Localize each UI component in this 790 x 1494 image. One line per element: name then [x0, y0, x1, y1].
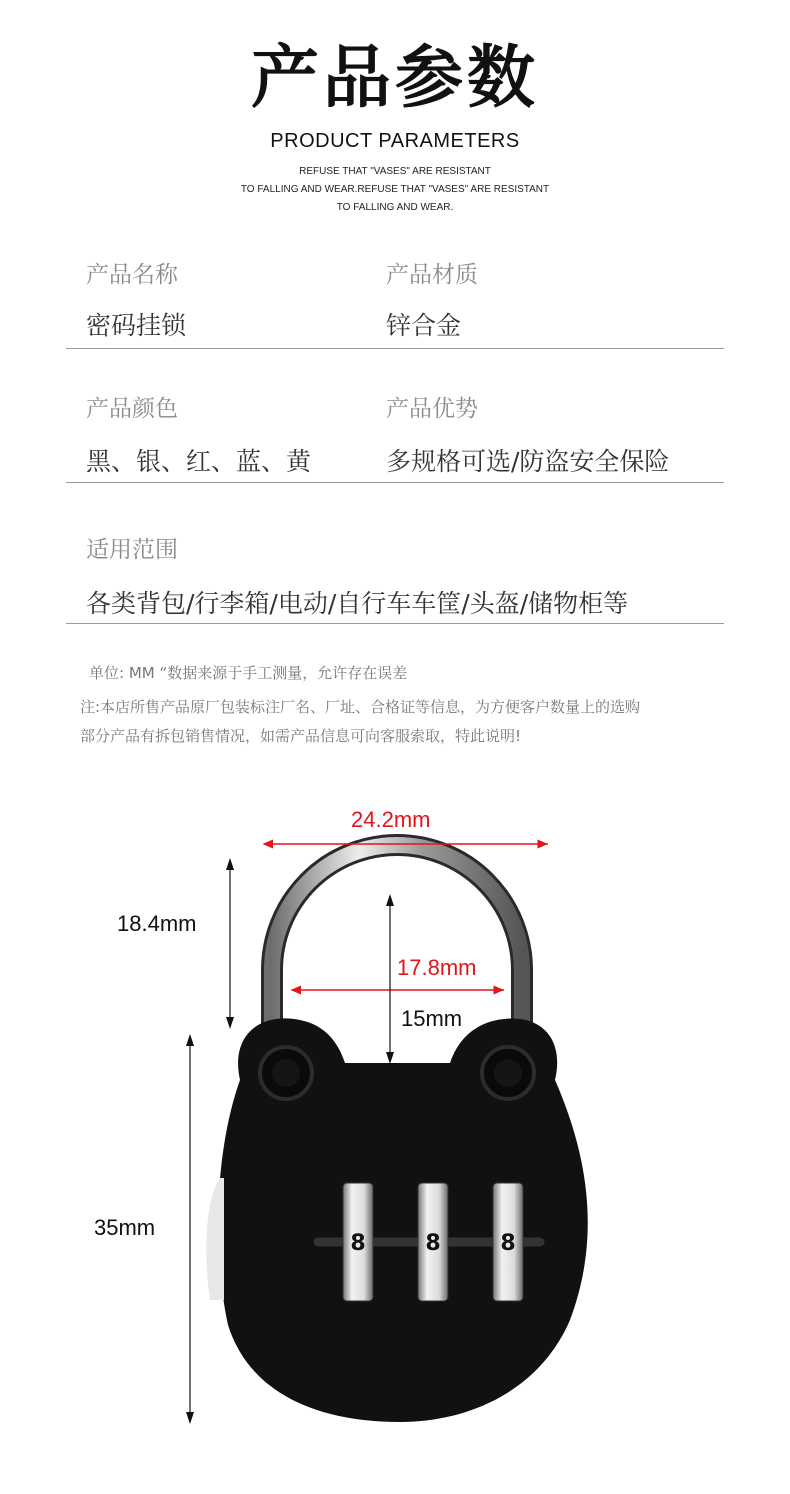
- divider: [66, 482, 724, 483]
- divider: [66, 623, 724, 624]
- combination-dial-3[interactable]: [493, 1183, 523, 1301]
- dial-digit: 8: [500, 1231, 516, 1256]
- usage-label: 适用范围: [86, 537, 178, 563]
- material-value: 锌合金: [386, 311, 462, 340]
- unit-note: 单位: MM “数据来源于手工测量，允许存在误差: [89, 664, 408, 682]
- shackle-height-label: 18.4mm: [117, 911, 197, 936]
- width-dimension-label: 24.2mm: [351, 807, 431, 832]
- advantage-label: 产品优势: [386, 396, 478, 422]
- disclaimer-line-1: 注:本店所售产品原厂包装标注厂名、厂址、合格证等信息，为方便客户数量上的选购: [80, 698, 641, 716]
- combination-dial-1[interactable]: [343, 1183, 373, 1301]
- divider: [66, 348, 724, 349]
- usage-value: 各类背包/行李箱/电动/自行车车筐/头盔/储物柜等: [86, 589, 629, 618]
- lock-body: [206, 1018, 587, 1422]
- combination-dial-2[interactable]: [418, 1183, 448, 1301]
- dial-digit: 8: [350, 1231, 366, 1256]
- color-label: 产品颜色: [86, 396, 178, 422]
- tagline-line-3: TO FALLING AND WEAR.: [336, 202, 454, 213]
- material-label: 产品材质: [386, 262, 478, 288]
- shackle: [272, 845, 522, 1040]
- disclaimer-line-2: 部分产品有拆包销售情况，如需产品信息可向客服索取，特此说明!: [80, 727, 522, 745]
- shackle-inner-width-label: 17.8mm: [397, 955, 477, 980]
- advantage-value: 多规格可选/防盗安全保险: [386, 447, 670, 476]
- page-title: 产品参数: [250, 39, 539, 118]
- shackle-inner-height-label: 15mm: [401, 1006, 463, 1031]
- dial-digit: 8: [425, 1231, 441, 1256]
- color-value: 黑、银、红、蓝、黄: [86, 447, 312, 476]
- tagline-line-2: TO FALLING AND WEAR.REFUSE THAT "VASES" ARE RESISTANT: [240, 184, 550, 195]
- product-name-label: 产品名称: [86, 262, 178, 288]
- tagline-line-1: REFUSE THAT "VASES" ARE RESISTANT: [299, 166, 491, 177]
- page-subtitle: PRODUCT PARAMETERS: [270, 130, 520, 152]
- product-name-value: 密码挂锁: [86, 311, 187, 340]
- body-height-label: 35mm: [94, 1215, 156, 1240]
- padlock-illustration: [0, 780, 790, 1494]
